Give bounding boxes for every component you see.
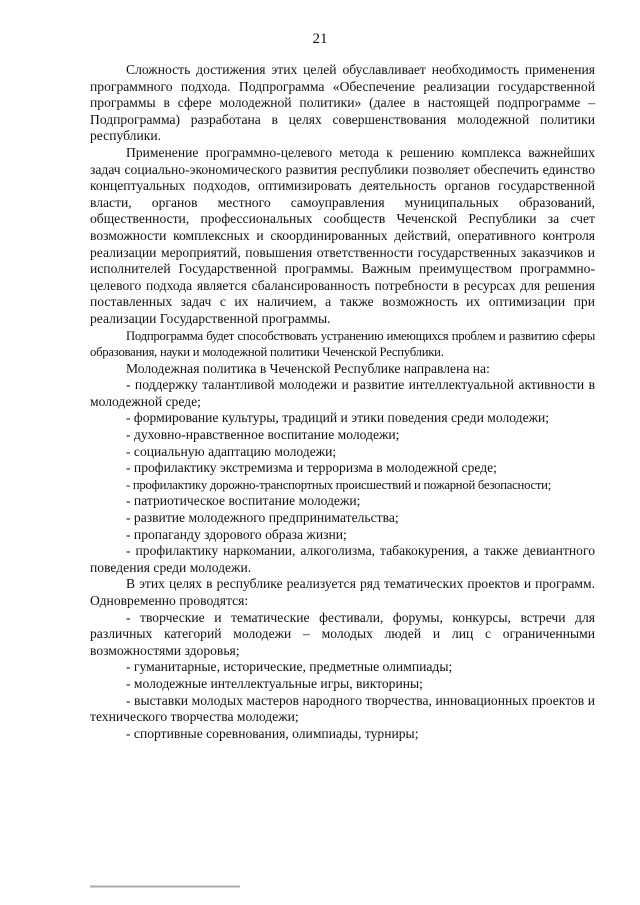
list-item-extremism-prevention: - профилактику экстремизма и терроризма в молодежной среде; bbox=[126, 460, 497, 476]
paragraph-program-target-method: Применение программно-целевого метода к решению комплекса важнейших задач социально-экономического развития республики позволяет обеспечить единство концептуальных подходов, оптимизировать деятельность органов государственной власти, органов местного самоуправления муниципальных образований, общественности, профессиональных сообществ Чеченской Республики за счет возможности комплексных и скоординированных действий, оперативного контроля реализации мероприятий, повышения ответственности государственных заказчиков и исполнителей Государственной программы. Важным преимуществом программно-целевого подхода является сбалансированность потребности в ресурсах для решения поставленных задач с их наличием, а также возможность их оптимизации при реализации Государственной программы. bbox=[90, 144, 595, 326]
paragraph-youth-policy-intro: Молодежная политика в Чеченской Республике направлена на: bbox=[126, 360, 490, 376]
list-item-culture-traditions: - формирование культуры, традиций и этики поведения среди молодежи; bbox=[126, 410, 550, 426]
list-item-social-adaptation: - социальную адаптацию молодежи; bbox=[126, 443, 337, 459]
list-item-healthy-lifestyle: - пропаганду здорового образа жизни; bbox=[126, 526, 347, 542]
footer-tiny-text-mark bbox=[90, 884, 240, 889]
paragraph-complexity: Сложность достижения этих целей обуславливает необходимость применения программного подхода. Подпрограмма «Обеспечение реализации государственной программы в сфере молодежной политики» (далее в настоящей подпрограмме – Подпрограмма) разработана в целях совершенствования молодежной политики республики. bbox=[90, 62, 595, 144]
paragraph-subprogram-contribution: Подпрограмма будет способствовать устранению имеющихся проблем и развитию сферы образования, науки и молодежной политики Чеченской Республики. bbox=[90, 328, 595, 360]
list-item-addiction-prevention: - профилактику наркомании, алкоголизма, табакокурения, а также девиантного поведения среди молодежи. bbox=[90, 543, 595, 575]
list-item-talented-youth: - поддержку талантливой молодежи и развитие интеллектуальной активности в молодежной среде; bbox=[90, 377, 595, 409]
list-item-olympiads: - гуманитарные, исторические, предметные олимпиады; bbox=[126, 659, 453, 675]
footer-file-path-note bbox=[90, 884, 240, 891]
list-item-festivals-forums: - творческие и тематические фестивали, форумы, конкурсы, встречи для различных категорий молодежи – молодых людей и лиц с ограниченными возможностями здоровья; bbox=[90, 609, 595, 658]
document-body bbox=[90, 62, 595, 742]
list-item-spiritual-education: - духовно-нравственное воспитание молодежи; bbox=[126, 427, 400, 443]
list-item-patriotic-education: - патриотическое воспитание молодежи; bbox=[126, 493, 361, 509]
list-item-exhibitions: - выставки молодых мастеров народного творчества, инновационных проектов и технического творчества молодежи; bbox=[90, 692, 595, 725]
paragraph-thematic-projects: В этих целях в республике реализуется ряд тематических проектов и программ. Одновременно проводятся: bbox=[90, 576, 595, 608]
list-item-road-fire-safety: - профилактику дорожно-транспортных происшествий и пожарной безопасности; bbox=[126, 477, 552, 492]
list-item-intellectual-games: - молодежные интеллектуальные игры, викторины; bbox=[126, 675, 423, 691]
list-item-sports-competitions: - спортивные соревнования, олимпиады, турниры; bbox=[126, 725, 419, 741]
list-item-youth-entrepreneurship: - развитие молодежного предпринимательства; bbox=[126, 510, 399, 526]
page-number: 21 bbox=[312, 31, 328, 47]
